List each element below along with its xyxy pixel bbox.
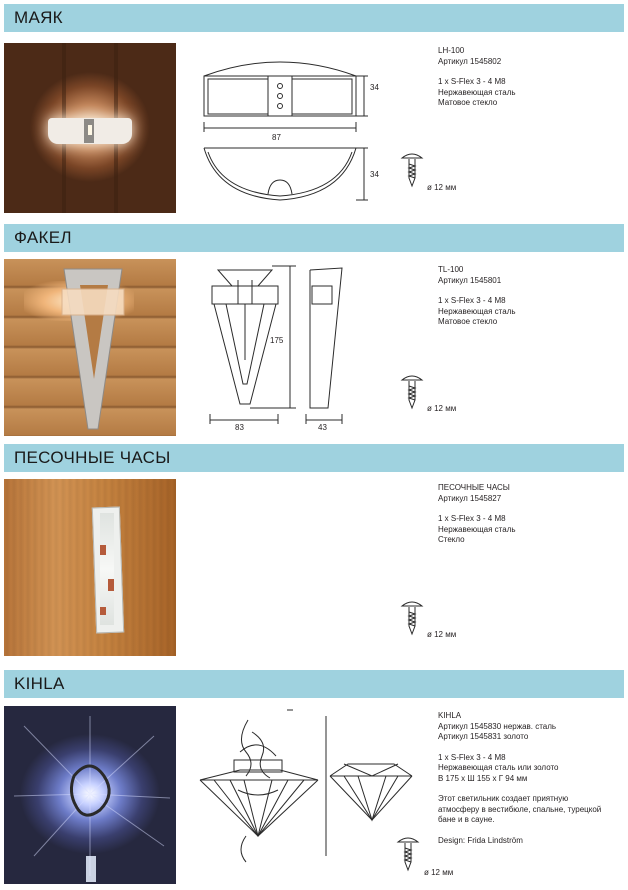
spec-line: Нержавеющая сталь	[438, 524, 516, 534]
spec-line: Матовое стекло	[438, 317, 498, 326]
section-title: МАЯК	[14, 8, 63, 27]
spec-line: 1 x S-Flex 3 - 4 M8	[438, 514, 506, 523]
screw-diameter-label: ø 12 мм	[427, 183, 457, 192]
screw-diameter-label: ø 12 мм	[427, 630, 457, 639]
spec-line: Матовое стекло	[438, 98, 498, 107]
spec-line: Артикул 1545802	[438, 56, 502, 66]
dim-depth-label: 34	[370, 170, 379, 179]
dim-width-label: 87	[272, 133, 281, 142]
spec-line: Design: Frida Lindström	[438, 835, 523, 845]
spec-line: Стекло	[438, 535, 465, 544]
spec-line: Этот светильник создает приятную	[438, 794, 569, 803]
spec-line: атмосферу в вестибюле, спальне, турецкой	[438, 804, 602, 814]
spec-line: 1 x S-Flex 3 - 4 M8	[438, 77, 506, 86]
spec-block-kihla	[438, 711, 601, 846]
spec-line: ПЕСОЧНЫЕ ЧАСЫ	[438, 483, 510, 492]
section-title: KIHLA	[14, 674, 65, 693]
dim-height-label: 175	[270, 336, 284, 345]
spec-line: В 175 x Ш 155 x Г 94 мм	[438, 773, 528, 783]
dim-depth-label: 43	[318, 423, 327, 432]
spec-line: LH-100	[438, 46, 465, 55]
spec-line: Нержавеющая сталь	[438, 87, 516, 97]
screw-diameter-label: ø 12 мм	[427, 404, 457, 413]
spec-line: Нержавеющая сталь или золото	[438, 763, 559, 772]
spec-line: Артикул 1545801	[438, 275, 502, 285]
spec-line: TL-100	[438, 265, 464, 274]
spec-line: 1 x S-Flex 3 - 4 M8	[438, 752, 506, 762]
spec-line: Артикул 1545830 нержав. сталь	[438, 721, 557, 731]
spec-line: KIHLA	[438, 711, 462, 720]
section-title: ПЕСОЧНЫЕ ЧАСЫ	[14, 448, 171, 467]
spec-line: Нержавеющая сталь	[438, 306, 516, 316]
spec-line: Артикул 1545827	[438, 493, 502, 503]
spec-line: Артикул 1545831 золото	[438, 732, 529, 741]
spec-line: бане и в сауне.	[438, 815, 495, 824]
spec-line: 1 x S-Flex 3 - 4 M8	[438, 296, 506, 305]
dim-width-label: 83	[235, 423, 244, 432]
screw-diameter-label: ø 12 мм	[424, 868, 454, 877]
dim-height-label: 34	[370, 83, 379, 92]
section-title: ФАКЕЛ	[14, 228, 72, 247]
